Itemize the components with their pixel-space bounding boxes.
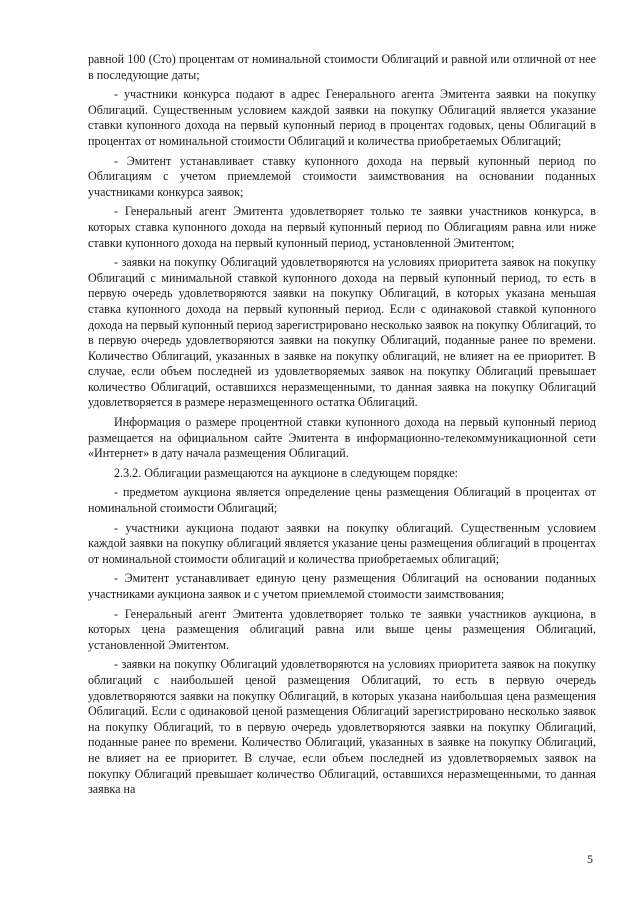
paragraph-auction-subject: - предметом аукциона является определение цены размещения Облигаций в процентах от номинальной стоимости Облигаций; — [88, 485, 596, 516]
paragraph-bid-submission: - участники конкурса подают в адрес Генерального агента Эмитента заявки на покупку Облигаций. Существенным условием каждой заявки на покупку Облигаций является указание ставки купонного дохода на первый купонный период в процентах годовых, цены Облигаций в процентах от номинальной стоимости Облигаций и количества приобретаемых Облигаций; — [88, 87, 596, 148]
paragraph-auction-bids: - участники аукциона подают заявки на покупку облигаций. Существенным условием каждой заявки на покупку облигаций является указание цены размещения облигаций в процентах от номинальной стоимости облигаций и количества приобретаемых облигаций; — [88, 520, 596, 566]
paragraph-agent-satisfies-bids: - Генеральный агент Эмитента удовлетворяет только те заявки участников конкурса, в которых ставка купонного дохода на первый купонный период по Облигациям равна или ниже ставки купонного дохода на первый купонный период, установленной Эмитентом; — [88, 204, 596, 250]
paragraph-bid-priority: - заявки на покупку Облигаций удовлетворяются на условиях приоритета заявок на покупку Облигаций с минимальной ставкой купонного дохода на первый купонный период, то есть в первую очередь удовлетворяются заявки на покупку Облигаций, в которых указана меньшая ставка купонного дохода на первый купонный период. Если с одинаковой ставкой купонного дохода на первый купонный период зарегистрировано несколько заявок на покупку Облигаций, то в первую очередь удовлетворяются заявки на покупку Облигаций, поданные ранее по времени. Количество Облигаций, указанных в заявке на покупку облигаций, не влияет на ее приоритет. В случае, если объем последней из удовлетворяемых заявок на покупку Облигаций превышает количество Облигаций, оставшихся неразмещенными, то данная заявка на покупку Облигаций удовлетворяется в размере неразмещенного остатка Облигаций. — [88, 255, 597, 410]
paragraph-coupon-rate-setting: - Эмитент устанавливает ставку купонного дохода на первый купонный период по Облигациям с учетом приемлемой стоимости заимствования на основании поданных участниками конкурса заявок; — [88, 153, 596, 199]
page-number: 5 — [587, 852, 593, 866]
paragraph-agent-auction: - Генеральный агент Эмитента удовлетворяет только те заявки участников аукциона, в которых цена размещения облигаций равна или выше цены размещения Облигаций, установленной Эмитентом. — [88, 606, 596, 652]
paragraph-auction-priority: - заявки на покупку Облигаций удовлетворяются на условиях приоритета заявок на покупку облигаций с наибольшей ценой размещения Облигаций, то есть в первую очередь удовлетворяются заявки на покупку Облигаций, в которых указана наибольшая цена размещения Облигаций. Если с одинаковой ценой размещения Облигаций зарегистрировано несколько заявок на покупку Облигаций, то в первую очередь удовлетворяются заявки на покупку Облигаций, поданные ранее по времени. Количество Облигаций, указанных в заявке на покупку Облигаций, не влияет на ее приоритет. В случае, если объем последней из удовлетворяемых заявок на покупку Облигаций превышает количество Облигаций, оставшихся неразмещенными, то данная заявка на — [88, 657, 596, 797]
section-heading-auction: 2.3.2. Облигации размещаются на аукционе в следующем порядке: — [114, 465, 458, 480]
document-page — [88, 52, 596, 802]
paragraph-single-price: - Эмитент устанавливает единую цену размещения Облигаций на основании поданных участниками аукциона заявок и с учетом приемлемой стоимости заимствования; — [88, 571, 596, 601]
paragraph-rate-publication: Информация о размере процентной ставки купонного дохода на первый купонный период размещается на официальном сайте Эмитента в информационно-телекоммуникационной сети «Интернет» в дату начала размещения Облигаций. — [88, 415, 596, 461]
paragraph-continuation: равной 100 (Сто) процентам от номинальной стоимости Облигаций и равной или отличной от нее в последующие даты; — [88, 52, 596, 82]
